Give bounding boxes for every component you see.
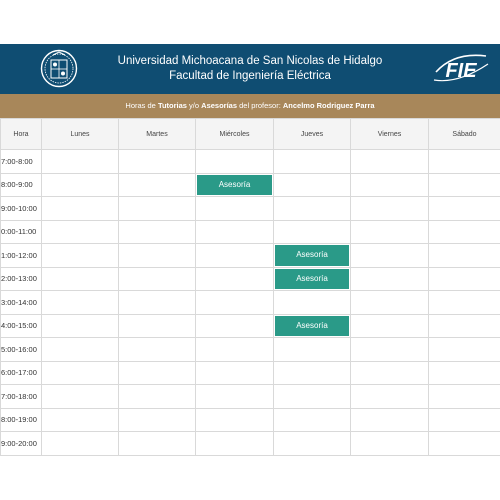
- asesoria-slot[interactable]: Asesoría: [197, 175, 272, 196]
- schedule-cell: [351, 361, 429, 385]
- schedule-row: [1, 267, 500, 291]
- schedule-cell: [274, 432, 351, 456]
- column-header-viernes: Viernes: [351, 119, 429, 150]
- schedule-cell: [274, 197, 351, 221]
- schedule-cell: [351, 220, 429, 244]
- schedule-cell: [274, 408, 351, 432]
- schedule-cell: [351, 197, 429, 221]
- schedule-cell: [196, 173, 274, 197]
- schedule-cell: [119, 173, 196, 197]
- schedule-cell: [351, 408, 429, 432]
- schedule-cell: [274, 385, 351, 409]
- hour-cell: 5:00-16:00: [1, 338, 42, 362]
- header-bar: [0, 44, 500, 94]
- schedule-cell: [351, 338, 429, 362]
- schedule-cell: [42, 338, 119, 362]
- schedule-cell: [274, 291, 351, 315]
- schedule-cell: [274, 338, 351, 362]
- schedule-cell: [274, 220, 351, 244]
- schedule-cell: [42, 197, 119, 221]
- schedule-cell: [351, 244, 429, 268]
- schedule-cell: [274, 150, 351, 174]
- schedule-cell: [429, 150, 500, 174]
- hour-cell: 1:00-12:00: [1, 244, 42, 268]
- schedule-row: [1, 385, 500, 409]
- schedule-table: [0, 118, 500, 456]
- schedule-cell: [42, 385, 119, 409]
- schedule-cell: [119, 220, 196, 244]
- schedule-cell: [196, 291, 274, 315]
- schedule-cell: [274, 361, 351, 385]
- hour-cell: 8:00-19:00: [1, 408, 42, 432]
- banner-mid: del profesor:: [237, 101, 283, 110]
- schedule-cell: [119, 385, 196, 409]
- schedule-cell: [42, 361, 119, 385]
- schedule-body: [1, 150, 500, 456]
- schedule-row: [1, 220, 500, 244]
- schedule-cell: [274, 314, 351, 338]
- schedule-cell: [119, 244, 196, 268]
- schedule-cell: [196, 220, 274, 244]
- schedule-cell: [429, 432, 500, 456]
- schedule-cell: [351, 432, 429, 456]
- schedule-cell: [119, 314, 196, 338]
- schedule-cell: [196, 408, 274, 432]
- schedule-row: [1, 338, 500, 362]
- hour-cell: 9:00-20:00: [1, 432, 42, 456]
- fie-logo-text: FIE: [445, 60, 477, 82]
- schedule-cell: [42, 220, 119, 244]
- schedule-cell: [351, 291, 429, 315]
- schedule-cell: [274, 173, 351, 197]
- schedule-cell: [196, 361, 274, 385]
- schedule-row: [1, 173, 500, 197]
- schedule-cell: [119, 197, 196, 221]
- schedule-cell: [119, 432, 196, 456]
- asesoria-slot[interactable]: Asesoría: [275, 269, 349, 290]
- column-header-martes: Martes: [119, 119, 196, 150]
- schedule-cell: [351, 314, 429, 338]
- banner-tutorias: Tutorias: [157, 101, 187, 110]
- column-header-miercoles: Miércoles: [196, 119, 274, 150]
- asesoria-slot[interactable]: Asesoría: [275, 316, 349, 337]
- schedule-cell: [429, 291, 500, 315]
- schedule-cell: [42, 244, 119, 268]
- schedule-cell: [429, 220, 500, 244]
- schedule-cell: [119, 291, 196, 315]
- schedule-cell: [196, 314, 274, 338]
- hour-cell: 2:00-13:00: [1, 267, 42, 291]
- schedule-cell: [196, 338, 274, 362]
- professor-banner: [0, 94, 500, 118]
- fie-logo: [432, 50, 490, 86]
- schedule-cell: [429, 197, 500, 221]
- schedule-cell: [42, 408, 119, 432]
- hour-cell: 9:00-10:00: [1, 197, 42, 221]
- column-header-hora: Hora: [1, 119, 42, 150]
- schedule-cell: [42, 314, 119, 338]
- schedule-cell: [42, 150, 119, 174]
- schedule-cell: [429, 408, 500, 432]
- schedule-cell: [119, 338, 196, 362]
- schedule-row: [1, 291, 500, 315]
- schedule-cell: [429, 173, 500, 197]
- schedule-cell: [429, 244, 500, 268]
- schedule-cell: [351, 385, 429, 409]
- schedule-cell: [42, 432, 119, 456]
- schedule-row: [1, 432, 500, 456]
- schedule-cell: [42, 173, 119, 197]
- column-header-jueves: Jueves: [274, 119, 351, 150]
- banner-prefix: Horas de: [125, 101, 158, 110]
- hour-cell: 6:00-17:00: [1, 361, 42, 385]
- schedule-cell: [274, 244, 351, 268]
- schedule-cell: [119, 267, 196, 291]
- schedule-cell: [429, 361, 500, 385]
- schedule-cell: [429, 385, 500, 409]
- hour-cell: 7:00-8:00: [1, 150, 42, 174]
- schedule-cell: [196, 267, 274, 291]
- banner-asesorias: Asesorías: [201, 101, 238, 110]
- hour-cell: 3:00-14:00: [1, 291, 42, 315]
- schedule-cell: [351, 267, 429, 291]
- schedule-cell: [119, 408, 196, 432]
- schedule-row: [1, 314, 500, 338]
- schedule-header-row: [1, 119, 500, 150]
- schedule-cell: [196, 197, 274, 221]
- schedule-cell: [429, 338, 500, 362]
- column-header-sabado: Sábado: [429, 119, 500, 150]
- schedule-cell: [42, 291, 119, 315]
- schedule-cell: [351, 150, 429, 174]
- asesoria-slot[interactable]: Asesoría: [275, 245, 349, 266]
- university-name: Universidad Michoacana de San Nicolas de Hidalgo: [117, 55, 383, 67]
- hour-cell: 8:00-9:00: [1, 173, 42, 197]
- professor-name: Ancelmo Rodriguez Parra: [282, 101, 375, 110]
- hour-cell: 0:00-11:00: [1, 220, 42, 244]
- schedule-cell: [119, 150, 196, 174]
- schedule-cell: [196, 432, 274, 456]
- column-header-lunes: Lunes: [42, 119, 119, 150]
- schedule-cell: [274, 267, 351, 291]
- schedule-cell: [119, 361, 196, 385]
- schedule-cell: [196, 385, 274, 409]
- schedule-cell: [351, 173, 429, 197]
- banner-connector: y/o: [186, 101, 202, 110]
- faculty-name: Facultad de Ingeniería Eléctrica: [169, 70, 331, 82]
- schedule-row: [1, 361, 500, 385]
- schedule-cell: [42, 267, 119, 291]
- schedule-cell: [196, 150, 274, 174]
- schedule-row: [1, 408, 500, 432]
- hour-cell: 4:00-15:00: [1, 314, 42, 338]
- schedule-row: [1, 244, 500, 268]
- schedule-cell: [196, 244, 274, 268]
- schedule-row: [1, 150, 500, 174]
- schedule-cell: [429, 314, 500, 338]
- schedule-row: [1, 197, 500, 221]
- schedule-cell: [429, 267, 500, 291]
- hour-cell: 7:00-18:00: [1, 385, 42, 409]
